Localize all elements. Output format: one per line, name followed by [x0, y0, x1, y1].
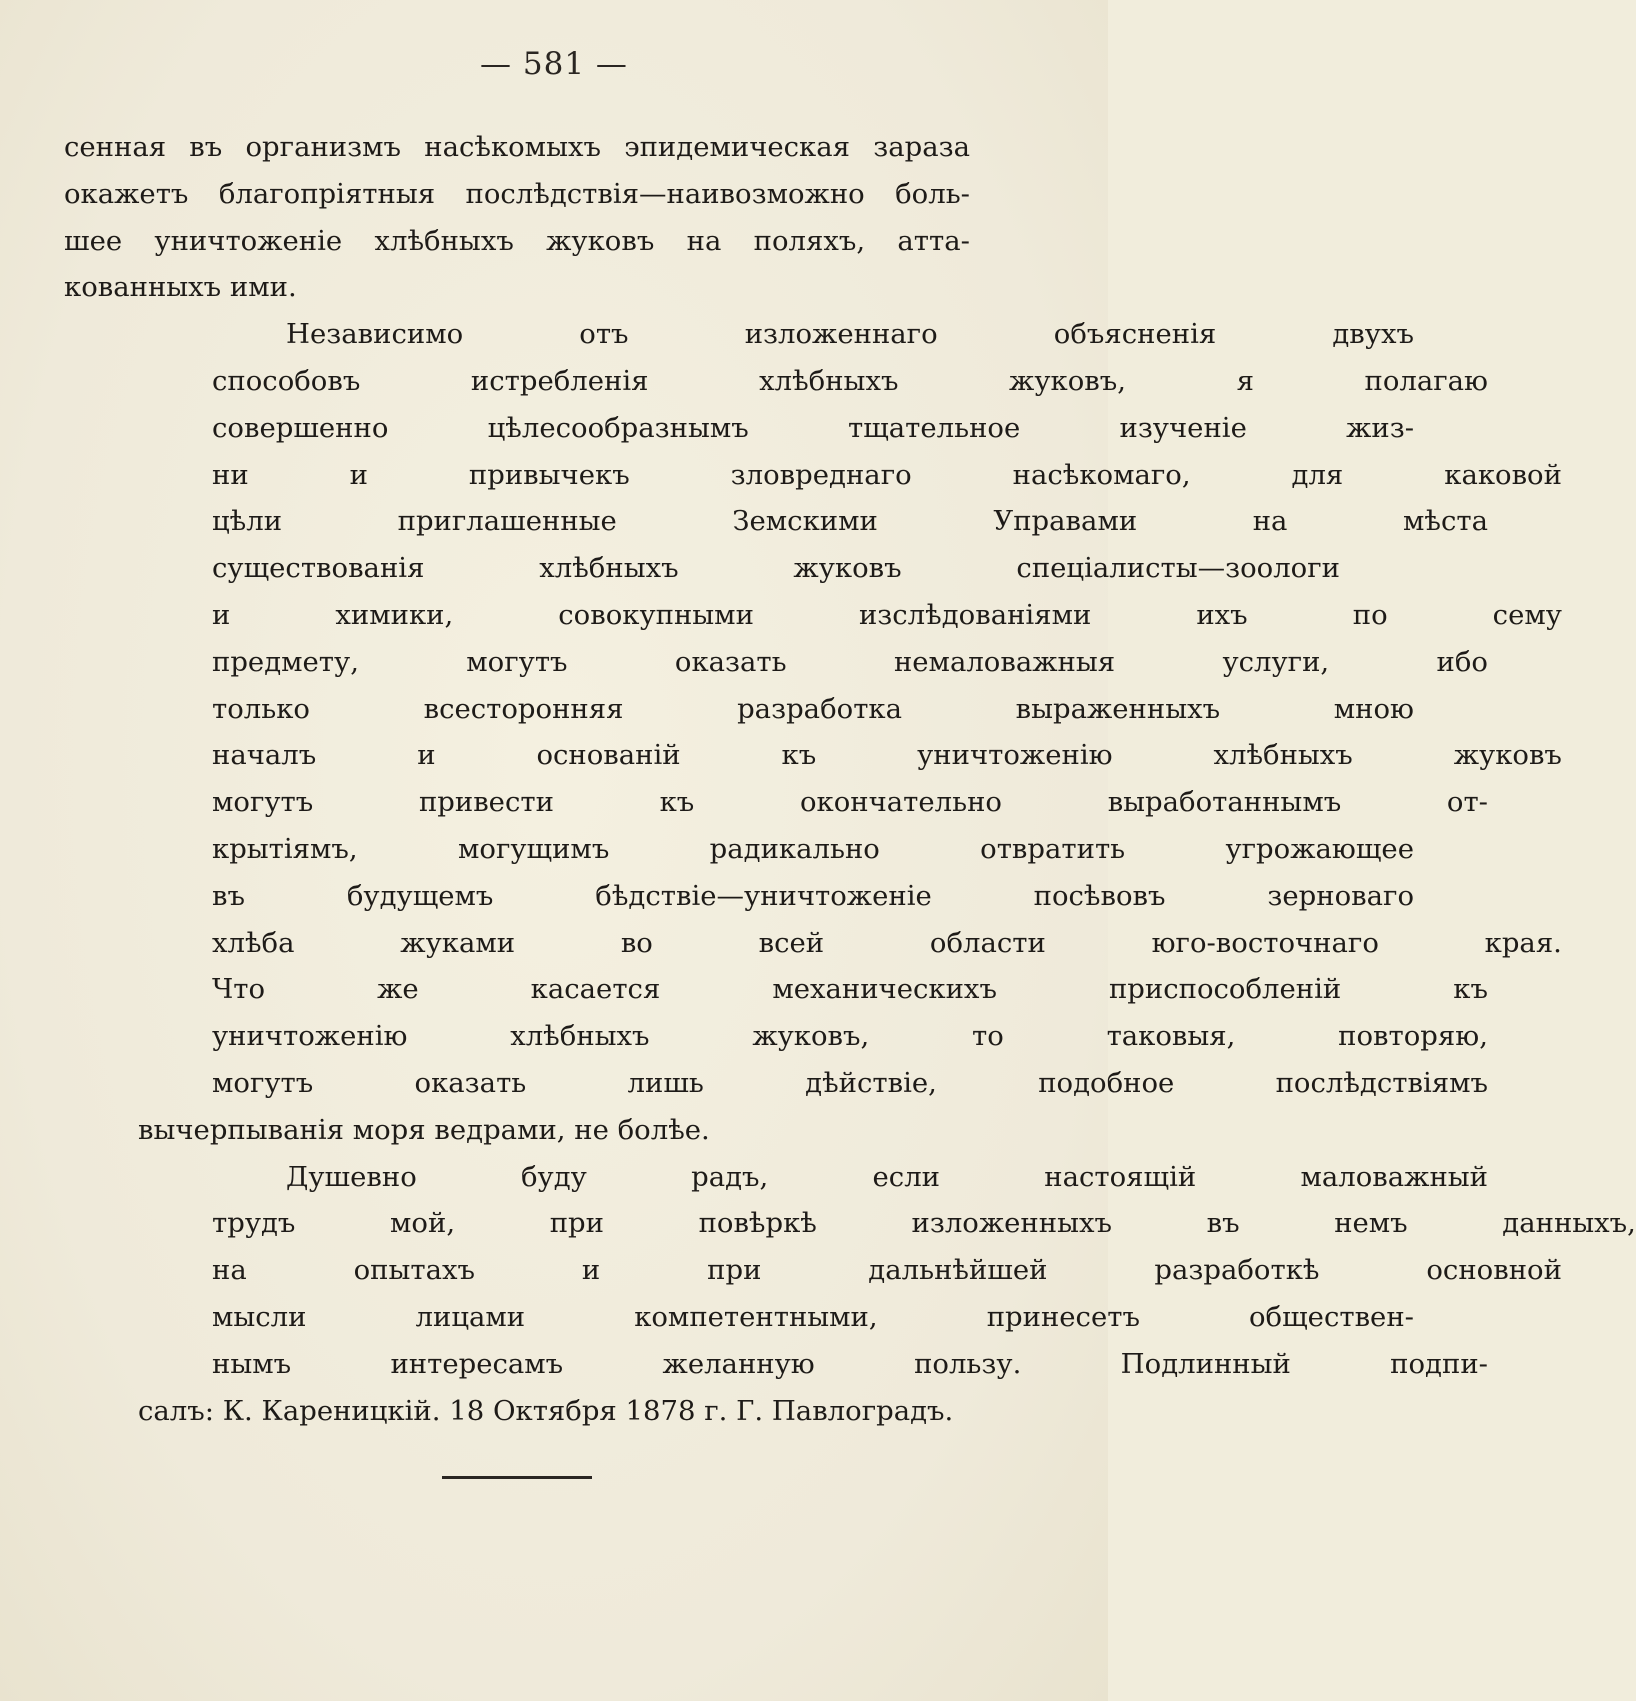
body-text — [64, 124, 1636, 1434]
text-line: могутъ привести къ окончательно выработаннымъ от- — [212, 786, 1488, 819]
text-line: салъ: К. Кареницкій. 18 Октября 1878 г. Г. Павлоградъ. — [138, 1394, 954, 1427]
paragraph-1 — [64, 124, 970, 311]
text-line: существованія хлѣбныхъ жуковъ спеціалисты—зоологи — [212, 552, 1340, 585]
text-line: сенная въ организмъ насѣкомыхъ эпидемическая зараза — [64, 131, 970, 163]
text-line: предмету, могутъ оказать немаловажныя услуги, ибо — [212, 645, 1488, 678]
text-line: мысли лицами компетентными, принесетъ обществен- — [212, 1300, 1414, 1333]
text-line: вычерпыванія моря ведрами, не болѣе. — [138, 1113, 710, 1146]
text-line: Независимо отъ изложеннаго объясненія двухъ — [286, 318, 1414, 351]
page-number: — 581 — — [480, 46, 628, 82]
text-line: только всесторонняя разработка выраженныхъ мною — [212, 692, 1414, 725]
text-line: въ будущемъ бѣдствіе—уничтоженіе посѣвовъ зерноваго — [212, 879, 1414, 912]
text-line: окажетъ благопріятныя послѣдствія—наивозможно боль- — [64, 177, 970, 210]
text-line: и химики, совокупными изслѣдованіями ихъ по сему — [212, 598, 1562, 631]
text-line: уничтоженію хлѣбныхъ жуковъ, то таковыя, повторяю, — [212, 1020, 1488, 1053]
text-line: нымъ интересамъ желанную пользу. Подлинный подпи- — [212, 1347, 1488, 1380]
text-line: Что же касается механическихъ приспособленій къ — [212, 973, 1488, 1006]
paragraph-3 — [64, 1154, 1636, 1435]
closing-rule — [442, 1476, 592, 1479]
text-line: шее уничтоженіе хлѣбныхъ жуковъ на поляхъ, атта- — [64, 224, 970, 257]
text-line: ни и привычекъ зловреднаго насѣкомаго, для каковой — [212, 458, 1562, 491]
text-line: Душевно буду радъ, если настоящій маловажный — [286, 1160, 1488, 1193]
text-line: на опытахъ и при дальнѣйшей разработкѣ основной — [212, 1254, 1562, 1287]
text-line: трудъ мой, при повѣркѣ изложенныхъ въ немъ данныхъ, — [212, 1207, 1636, 1240]
text-line: началъ и основаній къ уничтоженію хлѣбныхъ жуковъ — [212, 739, 1562, 772]
text-line: крытіямъ, могущимъ радикально отвратить угрожающее — [212, 832, 1414, 865]
text-line: хлѣба жуками во всей области юго-восточнаго края. — [212, 926, 1562, 959]
text-line: могутъ оказать лишь дѣйствіе, подобное послѣдствіямъ — [212, 1066, 1488, 1099]
paragraph-2 — [64, 311, 1562, 1153]
text-line: способовъ истребленія хлѣбныхъ жуковъ, я полагаю — [212, 364, 1488, 397]
text-line: совершенно цѣлесообразнымъ тщательное изученіе жиз- — [212, 411, 1414, 444]
text-line: кованныхъ ими. — [64, 271, 297, 304]
text-line: цѣли приглашенные Земскими Управами на мѣста — [212, 505, 1488, 538]
